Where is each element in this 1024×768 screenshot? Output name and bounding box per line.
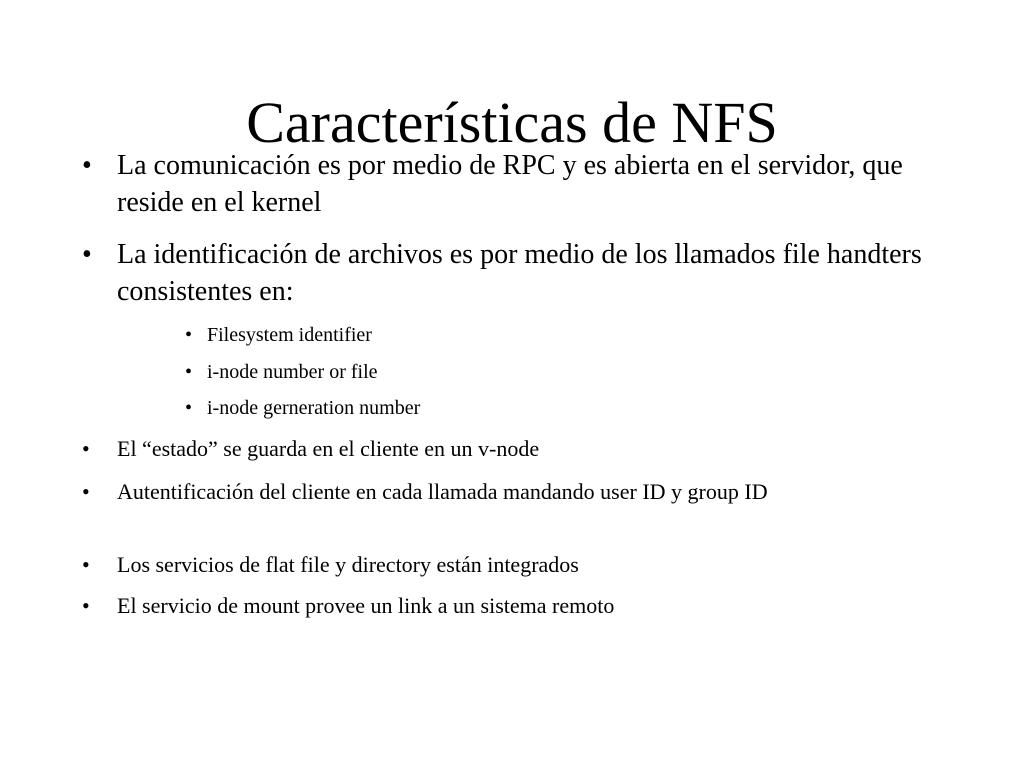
bullet-text: La identificación de archivos es por medio de los llamados file handters consistentes en:	[117, 239, 922, 307]
bullet-icon: •	[185, 397, 193, 419]
bullet-text: La comunicación es por medio de RPC y es abierta en el servidor, que reside en el kernel	[117, 150, 903, 218]
bullet-icon: •	[82, 552, 90, 577]
sub-bullet-text: i-node number or file	[207, 361, 378, 383]
sub-bullet-text: Filesystem identifier	[207, 324, 372, 346]
bullet-icon: •	[82, 150, 92, 181]
bullet-icon: •	[82, 239, 92, 270]
bullet-icon: •	[82, 479, 90, 504]
bullet-text: Los servicios de flat file y directory están integrados	[117, 552, 579, 577]
bullet-icon: •	[185, 361, 193, 383]
slide-title: Características de NFS	[246, 89, 778, 155]
sub-bullet-text: i-node gerneration number	[207, 397, 421, 419]
bullet-icon: •	[185, 324, 193, 346]
bullet-text: El “estado” se guarda en el cliente en un v-node	[117, 436, 540, 461]
bullet-icon: •	[82, 436, 90, 461]
bullet-icon: •	[82, 593, 90, 618]
bullet-text: Autentificación del cliente en cada llamada mandando user ID y group ID	[117, 479, 768, 504]
bullet-text: El servicio de mount provee un link a un sistema remoto	[117, 593, 615, 618]
